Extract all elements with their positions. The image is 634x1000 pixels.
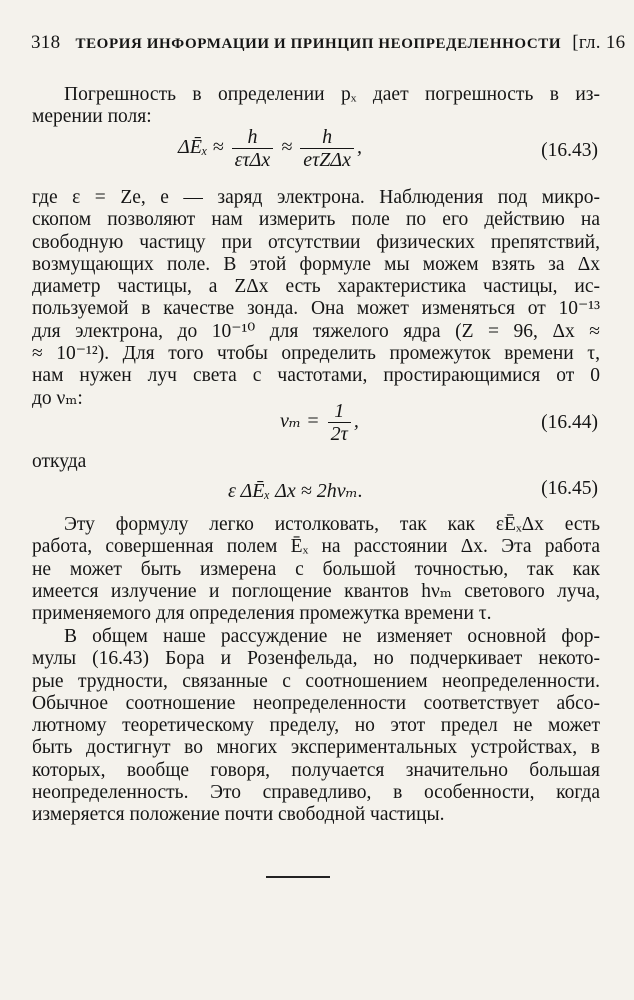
text-line: мулы (16.43) Бора и Розенфельда, но подчеркивает некото- <box>32 648 600 670</box>
text-line: неопределенность. Это справедливо, в особенности, когда <box>32 782 600 804</box>
page-number: 318 <box>31 32 61 53</box>
text-line: скопом позволяют нам измерить поле по его действию на <box>32 209 600 231</box>
running-title: ТЕОРИЯ ИНФОРМАЦИИ И ПРИНЦИП НЕОПРЕДЕЛЕННОСТИ <box>75 36 562 52</box>
text-line: где ε = Ze, e — заряд электрона. Наблюдения под микро- <box>32 187 600 208</box>
paragraph-2 <box>32 187 600 410</box>
text-line: возмущающих поле. В этой формуле мы можем взять за Δx <box>32 253 600 275</box>
text-line: ≈ 10⁻¹²). Для того чтобы определить промежуток времени τ, <box>32 343 600 365</box>
equation-number: (16.43) <box>541 140 598 161</box>
denominator: 2τ <box>330 423 348 445</box>
text-line: мерении поля: <box>32 106 152 128</box>
equation-16-43 <box>32 126 600 186</box>
equation-body: ε ΔĒₓ Δx ≈ 2hνₘ. <box>228 480 363 502</box>
fraction <box>328 400 351 445</box>
numerator: h <box>300 126 354 149</box>
paragraph-3 <box>32 514 600 625</box>
text-line: В общем наше рассуждение не изменяет основной фор- <box>64 626 600 647</box>
equation-16-45 <box>32 476 600 506</box>
text-line: диаметр частицы, а ZΔx есть характеристика частицы, ис- <box>32 276 600 298</box>
fraction <box>300 126 354 171</box>
text-line: не может быть измерена с большой точностью, так как <box>32 558 600 580</box>
numerator: 1 <box>328 400 351 423</box>
eq-lhs: ΔĒₓ ≈ <box>178 136 224 159</box>
equation-number: (16.44) <box>541 412 598 433</box>
fraction <box>232 126 274 171</box>
text-line: быть достигнут во многих экспериментальных устройствах, в <box>32 737 600 759</box>
equation-body <box>280 400 359 445</box>
text-line: пользуемой в качестве зонда. Она может изменяться от 10⁻¹³ <box>32 298 600 320</box>
text-line: Погрешность в определении pₓ дает погрешность в из- <box>64 84 600 105</box>
text-line: лютному теоретическому пределу, но этот предел не может <box>32 715 600 737</box>
text-line: измеряется положение почти свободной частицы. <box>32 804 445 826</box>
text-line: свободную частицу при отсутствии физических препятствий, <box>32 231 600 253</box>
text-line: нам нужен луч света с частотами, простирающимися от 0 <box>32 365 600 387</box>
text-line: применяемого для определения промежутка времени τ. <box>32 603 492 625</box>
text-line: Эту формулу легко истолковать, так как εĒₓΔx есть <box>64 514 600 535</box>
text-line: для электрона, до 10⁻¹⁰ для тяжелого ядра (Z = 96, Δx ≈ <box>32 320 600 342</box>
numerator: h <box>232 126 274 149</box>
paragraph-1 <box>32 84 600 129</box>
text-line: Обычное соотношение неопределенности соответствует абсо- <box>32 692 600 714</box>
text-line: работа, совершенная полем Ēₓ на расстоянии Δx. Эта работа <box>32 536 600 558</box>
text-line: которых, вообще говоря, получается значительно большая <box>32 759 600 781</box>
eq-trail: , <box>353 410 359 433</box>
equation-body <box>178 126 362 171</box>
eq-lhs: νₘ = <box>280 410 320 433</box>
equation-number: (16.45) <box>541 478 598 499</box>
approx-sign: ≈ <box>281 136 293 159</box>
text-line: откуда <box>32 451 87 472</box>
chapter-marker: [гл. 16 <box>572 32 626 53</box>
text-line: имеется излучение и поглощение квантов hνₘ светового луча, <box>32 580 600 602</box>
running-head <box>31 32 626 54</box>
paragraph-4 <box>32 626 600 827</box>
eq-trail: , <box>357 136 363 159</box>
section-end-rule <box>266 876 330 878</box>
denominator: eτZΔx <box>303 149 352 171</box>
text-line: рые трудности, связанные с соотношением неопределенности. <box>32 670 600 692</box>
connector-word <box>32 451 600 473</box>
denominator: ετΔx <box>234 149 271 171</box>
text-line: до νₘ: <box>32 387 83 409</box>
